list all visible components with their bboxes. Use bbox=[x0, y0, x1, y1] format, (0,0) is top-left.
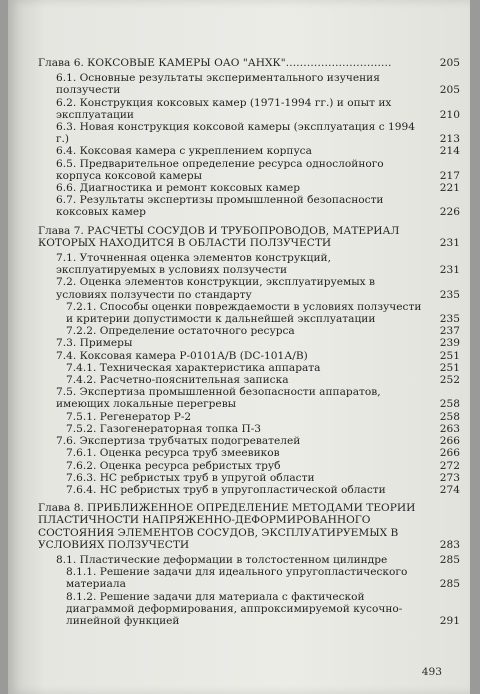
toc-entry-text: 6.2. Конструкция коксовых камер (1971-1994 гг.) и опыт их эксплуатации bbox=[56, 96, 392, 121]
toc-entry bbox=[38, 337, 460, 349]
toc-entry bbox=[38, 158, 460, 182]
toc-entry-page: 285 bbox=[439, 553, 460, 566]
toc-entry bbox=[38, 225, 460, 249]
toc-entry-page: 217 bbox=[439, 169, 460, 182]
toc-entry-text: 7.5. Экспертиза промышленной безопасности аппаратов, имеющих локальные перегревы bbox=[56, 386, 381, 411]
toc-entry bbox=[38, 554, 460, 566]
toc-entry bbox=[38, 97, 460, 121]
toc-entry-text: 7.5.1. Регенератор Р-2 bbox=[66, 410, 192, 423]
book-page bbox=[8, 0, 470, 694]
toc-entry-text: 7.3. Примеры bbox=[56, 337, 133, 350]
toc-entry bbox=[38, 276, 460, 300]
toc-entry-page: 235 bbox=[439, 313, 460, 326]
toc-entry-page: 274 bbox=[439, 483, 460, 496]
toc-entry bbox=[38, 194, 460, 218]
toc-entry-text: 7.6. Экспертиза трубчатых подогревателей bbox=[56, 435, 301, 448]
toc-entry bbox=[38, 472, 460, 484]
toc-entry-page: 283 bbox=[439, 538, 460, 551]
toc-entry bbox=[38, 145, 460, 157]
toc-entry-text: 7.4.1. Техническая характеристика аппарата bbox=[66, 361, 321, 374]
toc-entry-page: 231 bbox=[439, 236, 460, 249]
toc-entry-text: 8.1.2. Решение задачи для материала с фактической диаграммой деформирования, аппроксимируемой кусочно-линейной функцией bbox=[66, 590, 403, 627]
toc-entry-text: Глава 7. РАСЧЕТЫ СОСУДОВ И ТРУБОПРОВОДОВ, МАТЕРИАЛ КОТОРЫХ НАХОДИТСЯ В ОБЛАСТИ ПОЛЗУЧЕСТИ bbox=[38, 224, 400, 249]
toc-entry bbox=[38, 435, 460, 447]
toc-entry bbox=[38, 423, 460, 435]
toc-entry bbox=[38, 362, 460, 374]
toc-entry bbox=[38, 566, 460, 590]
toc-entry-page: 213 bbox=[439, 133, 460, 146]
toc-entry-text: Глава 8. ПРИБЛИЖЕННОЕ ОПРЕДЕЛЕНИЕ МЕТОДАМИ ТЕОРИИ ПЛАСТИЧНОСТИ НАПРЯЖЕННО-ДЕФОРМИРОВАННОГО СОСТОЯНИЯ ЭЛЕМЕНТОВ СОСУДОВ, ЭКСПЛУАТИРУЕМЫХ В УСЛОВИЯХ ПОЛЗУЧЕСТИ bbox=[38, 502, 416, 551]
toc-entry-text: 8.1.1. Решение задачи для идеального упругопластического материала bbox=[66, 566, 408, 591]
toc-entry-text: 7.2.2. Определение остаточного ресурса bbox=[66, 325, 295, 338]
toc-entry bbox=[38, 301, 460, 325]
toc-entry-text: 7.5.2. Газогенераторная топка П-3 bbox=[66, 422, 262, 435]
toc-entry-text: 7.2. Оценка элементов конструкции, эксплуатируемых в условиях ползучести по стандарту bbox=[56, 276, 375, 301]
toc-entry-page: 251 bbox=[439, 349, 460, 362]
toc-entry-page: 237 bbox=[439, 325, 460, 338]
toc-entry-page: 221 bbox=[439, 182, 460, 195]
toc-entry bbox=[38, 502, 460, 551]
toc-entry-text: 7.1. Уточненная оценка элементов конструкций, эксплуатируемых в условиях ползучести bbox=[56, 252, 331, 277]
toc-entry-page: 266 bbox=[439, 435, 460, 448]
toc-entry bbox=[38, 252, 460, 276]
toc-entry-text: 7.6.2. Оценка ресурса ребристых труб bbox=[66, 459, 281, 472]
toc-entry-page: 235 bbox=[439, 288, 460, 301]
table-of-contents bbox=[38, 57, 460, 627]
toc-entry bbox=[38, 121, 460, 145]
toc-entry bbox=[38, 350, 460, 362]
toc-entry bbox=[38, 57, 460, 69]
toc-entry bbox=[38, 460, 460, 472]
toc-entry bbox=[38, 374, 460, 386]
toc-entry-page: 239 bbox=[439, 337, 460, 350]
toc-entry-page: 258 bbox=[439, 398, 460, 411]
toc-entry-page: 273 bbox=[439, 471, 460, 484]
toc-entry bbox=[38, 591, 460, 628]
toc-entry-page: 263 bbox=[439, 422, 460, 435]
toc-entry-page: 285 bbox=[439, 578, 460, 591]
toc-entry-page: 231 bbox=[439, 264, 460, 277]
toc-entry bbox=[38, 411, 460, 423]
toc-entry-page: 258 bbox=[439, 410, 460, 423]
toc-entry bbox=[38, 182, 460, 194]
toc-entry-text: 6.6. Диагностика и ремонт коксовых камер bbox=[56, 182, 301, 195]
toc-entry-page: 251 bbox=[439, 361, 460, 374]
toc-entry-page: 226 bbox=[439, 206, 460, 219]
toc-entry-page: 210 bbox=[439, 108, 460, 121]
toc-entry-text: Глава 6. КОКСОВЫЕ КАМЕРЫ ОАО "АНХК"………………………… bbox=[38, 57, 392, 69]
toc-entry bbox=[38, 72, 460, 96]
toc-entry bbox=[38, 386, 460, 410]
page-number: 493 bbox=[421, 666, 442, 678]
toc-entry-text: 6.3. Новая конструкция коксовой камеры (эксплуатация с 1994 г.) bbox=[56, 121, 415, 146]
toc-entry-page: 205 bbox=[439, 84, 460, 97]
toc-entry-text: 6.7. Результаты экспертизы промышленной безопасности коксовых камер bbox=[56, 194, 384, 219]
toc-entry-text: 6.4. Коксовая камера с укреплением корпуса bbox=[56, 145, 312, 158]
toc-entry-page: 214 bbox=[439, 145, 460, 158]
toc-entry-text: 7.2.1. Способы оценки повреждаемости в условиях ползучести и критерии допустимости к дальнейшей эксплуатации bbox=[66, 300, 422, 326]
toc-entry-text: 6.1. Основные результаты экспериментального изучения ползучести bbox=[56, 72, 380, 97]
toc-entry bbox=[38, 325, 460, 337]
toc-entry bbox=[38, 447, 460, 459]
toc-entry-text: 7.6.4. НС ребристых труб в упругопластической области bbox=[66, 483, 386, 496]
toc-entry-page: 252 bbox=[439, 374, 460, 387]
toc-entry-text: 7.6.3. НС ребристых труб в упругой области bbox=[66, 471, 315, 484]
toc-entry-text: 7.6.1. Оценка ресурса труб змеевиков bbox=[66, 447, 280, 460]
toc-entry-page: 272 bbox=[439, 459, 460, 472]
toc-entry-page: 291 bbox=[439, 614, 460, 627]
toc-entry-text: 7.4.2. Расчетно-пояснительная записка bbox=[66, 374, 289, 387]
toc-entry-text: 6.5. Предварительное определение ресурса однослойного корпуса коксовой камеры bbox=[56, 157, 384, 182]
toc-entry-text: 8.1. Пластические деформации в толстостенном цилиндре bbox=[56, 553, 388, 566]
toc-entry-page: 266 bbox=[439, 447, 460, 460]
toc-entry-text: 7.4. Коксовая камера Р-0101А/В (DC-101А/В) bbox=[56, 349, 308, 362]
toc-entry-page: 205 bbox=[439, 57, 460, 69]
toc-entry bbox=[38, 484, 460, 496]
